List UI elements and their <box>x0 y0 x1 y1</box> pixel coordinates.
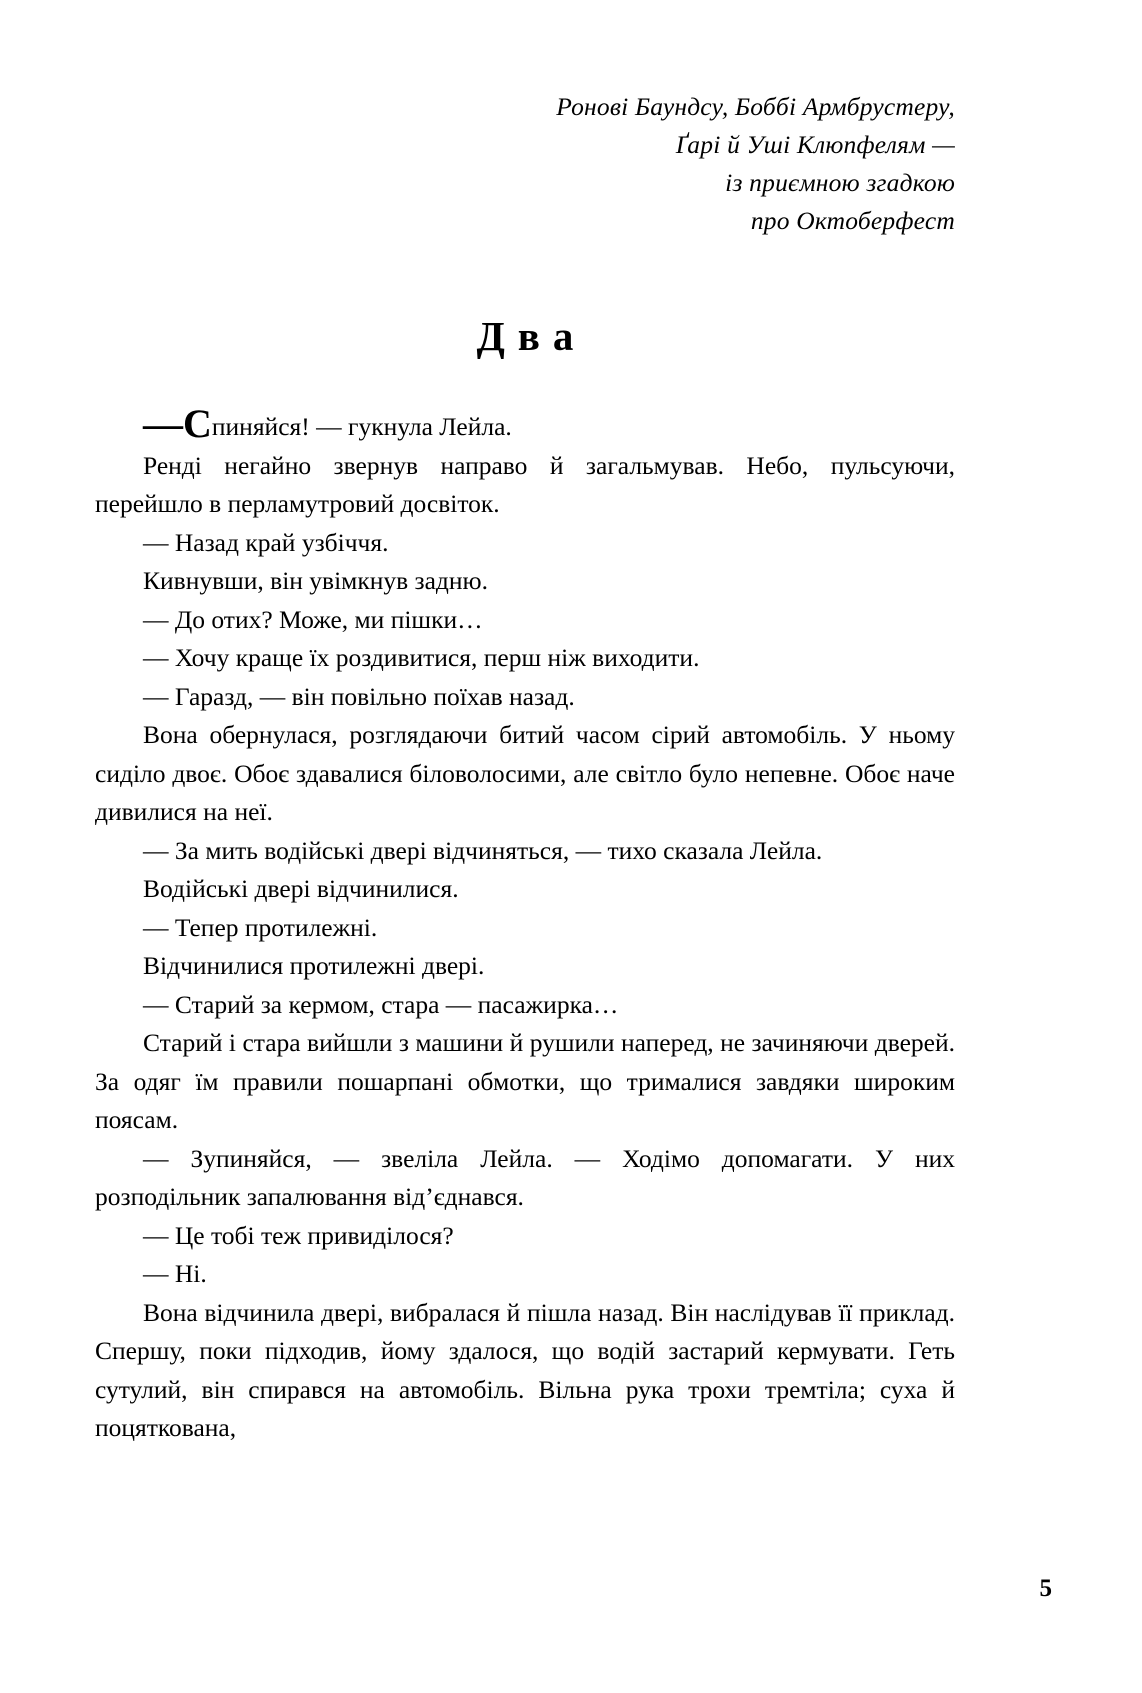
paragraph: Водійські двері відчинилися. <box>143 874 459 903</box>
paragraph: Вона обернулася, розглядаючи битий часом сірий автомобіль. У ньому сиділо двоє. Обоє здавалися біловолосими, але світло було непевне. Обоє наче дивилися на неї. <box>95 720 955 826</box>
paragraph: Старий і стара вийшли з машини й рушили наперед, не зачиняючи дверей. За одяг їм правили пошарпані обмотки, що трималися завдяки широким поясам. <box>95 1028 955 1134</box>
paragraph: Кивнувши, він увімкнув задню. <box>143 566 488 595</box>
paragraph: — Хочу краще їх роздивитися, перш ніж виходити. <box>143 643 700 672</box>
paragraph: — Це тобі теж привиділося? <box>143 1220 454 1250</box>
dedication-block <box>95 88 955 240</box>
paragraph-opening <box>95 401 955 447</box>
paragraph: — Старий за кермом, стара — пасажирка… <box>143 989 619 1019</box>
dedication-line-3: із приємною згадкою <box>725 168 955 197</box>
dedication-line-2: Ґарі й Уші Клюпфелям — <box>675 130 955 159</box>
paragraph: — За мить водійські двері відчиняться, — тихо сказала Лейла. <box>143 835 823 865</box>
paragraph: Ренді негайно звернув направо й загальмував. Небо, пульсуючи, перейшло в перламутровий досвіток. <box>95 450 955 518</box>
paragraph: — Гаразд, — він повільно поїхав назад. <box>143 681 575 711</box>
chapter-title: Два <box>476 313 587 359</box>
paragraph: — До отих? Може, ми пішки… <box>143 604 483 634</box>
paragraph: — Назад край узбіччя. <box>143 527 389 557</box>
paragraph: — Тепер протилежні. <box>143 912 378 942</box>
dedication-line-4: про Октоберфест <box>750 206 955 235</box>
opening-rest: пиняйся! — гукнула Лейла. <box>211 412 512 441</box>
dedication-line-1: Ронові Баундсу, Боббі Армбрустеру, <box>556 92 955 121</box>
body-text <box>95 401 955 1448</box>
paragraph: — Ні. <box>143 1259 207 1288</box>
drop-cap: —С <box>143 401 212 446</box>
page-number: 5 <box>1039 1575 1052 1602</box>
page-content <box>95 0 955 1448</box>
paragraph: Відчинилися протилежні двері. <box>143 951 485 980</box>
paragraph: Вона відчинила двері, вибралася й пішла назад. Він наслідував її приклад. Спершу, поки підходив, йому здалося, що водій застарий кермувати. Геть сутулий, він спирався на автомобіль. Вільна рука трохи тремтіла; суха й поцяткована, <box>95 1297 955 1442</box>
paragraph: — Зупиняйся, — звеліла Лейла. — Ходімо допомагати. У них розподільник запалювання від’єднався. <box>95 1143 955 1211</box>
